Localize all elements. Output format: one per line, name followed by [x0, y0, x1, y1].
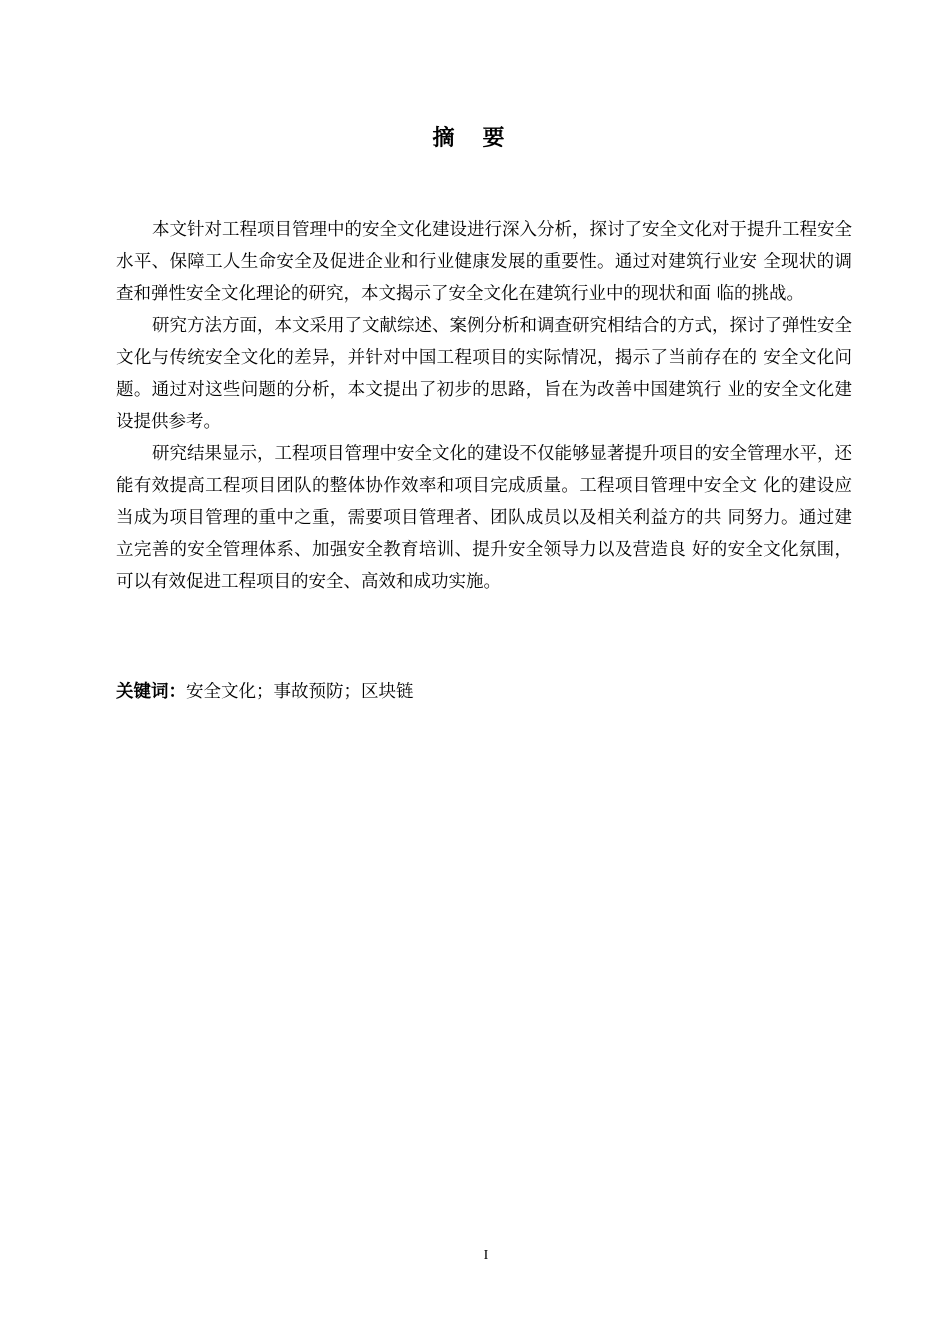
keywords-text: 安全文化；事故预防；区块链	[186, 682, 414, 702]
abstract-paragraph-3: 研究结果显示，工程项目管理中安全文化的建设不仅能够显著提升项目的安全管理水平，还能有效提高工程项目团队的整体协作效率和项目完成质量。工程项目管理中安全文 化的建设应当成为项目管理的重中之重，需要项目管理者、团队成员以及相关利益方的共 同努力。通过建立完善的安全管理体系、加强安全教育培训、提升安全领导力以及营造良 好的安全文化氛围，可以有效促进工程项目的安全、高效和成功实施。	[116, 444, 852, 592]
abstract-body	[116, 214, 852, 598]
abstract-paragraph-2: 研究方法方面，本文采用了文献综述、案例分析和调查研究相结合的方式，探讨了弹性安全文化与传统安全文化的差异，并针对中国工程项目的实际情况，揭示了当前存在的 安全文化问题。通过对这些问题的分析，本文提出了初步的思路，旨在为改善中国建筑行 业的安全文化建设提供参考。	[116, 316, 852, 432]
abstract-paragraph-1: 本文针对工程项目管理中的安全文化建设进行深入分析，探讨了安全文化对于提升工程安全水平、保障工人生命安全及促进企业和行业健康发展的重要性。通过对建筑行业安 全现状的调查和弹性安全文化理论的研究，本文揭示了安全文化在建筑行业中的现状和面 临的挑战。	[116, 220, 852, 304]
keywords-line	[116, 676, 852, 708]
keywords-label: 关键词：	[116, 682, 186, 702]
page-title: 摘要	[432, 125, 533, 151]
page-number: I	[483, 1248, 489, 1263]
